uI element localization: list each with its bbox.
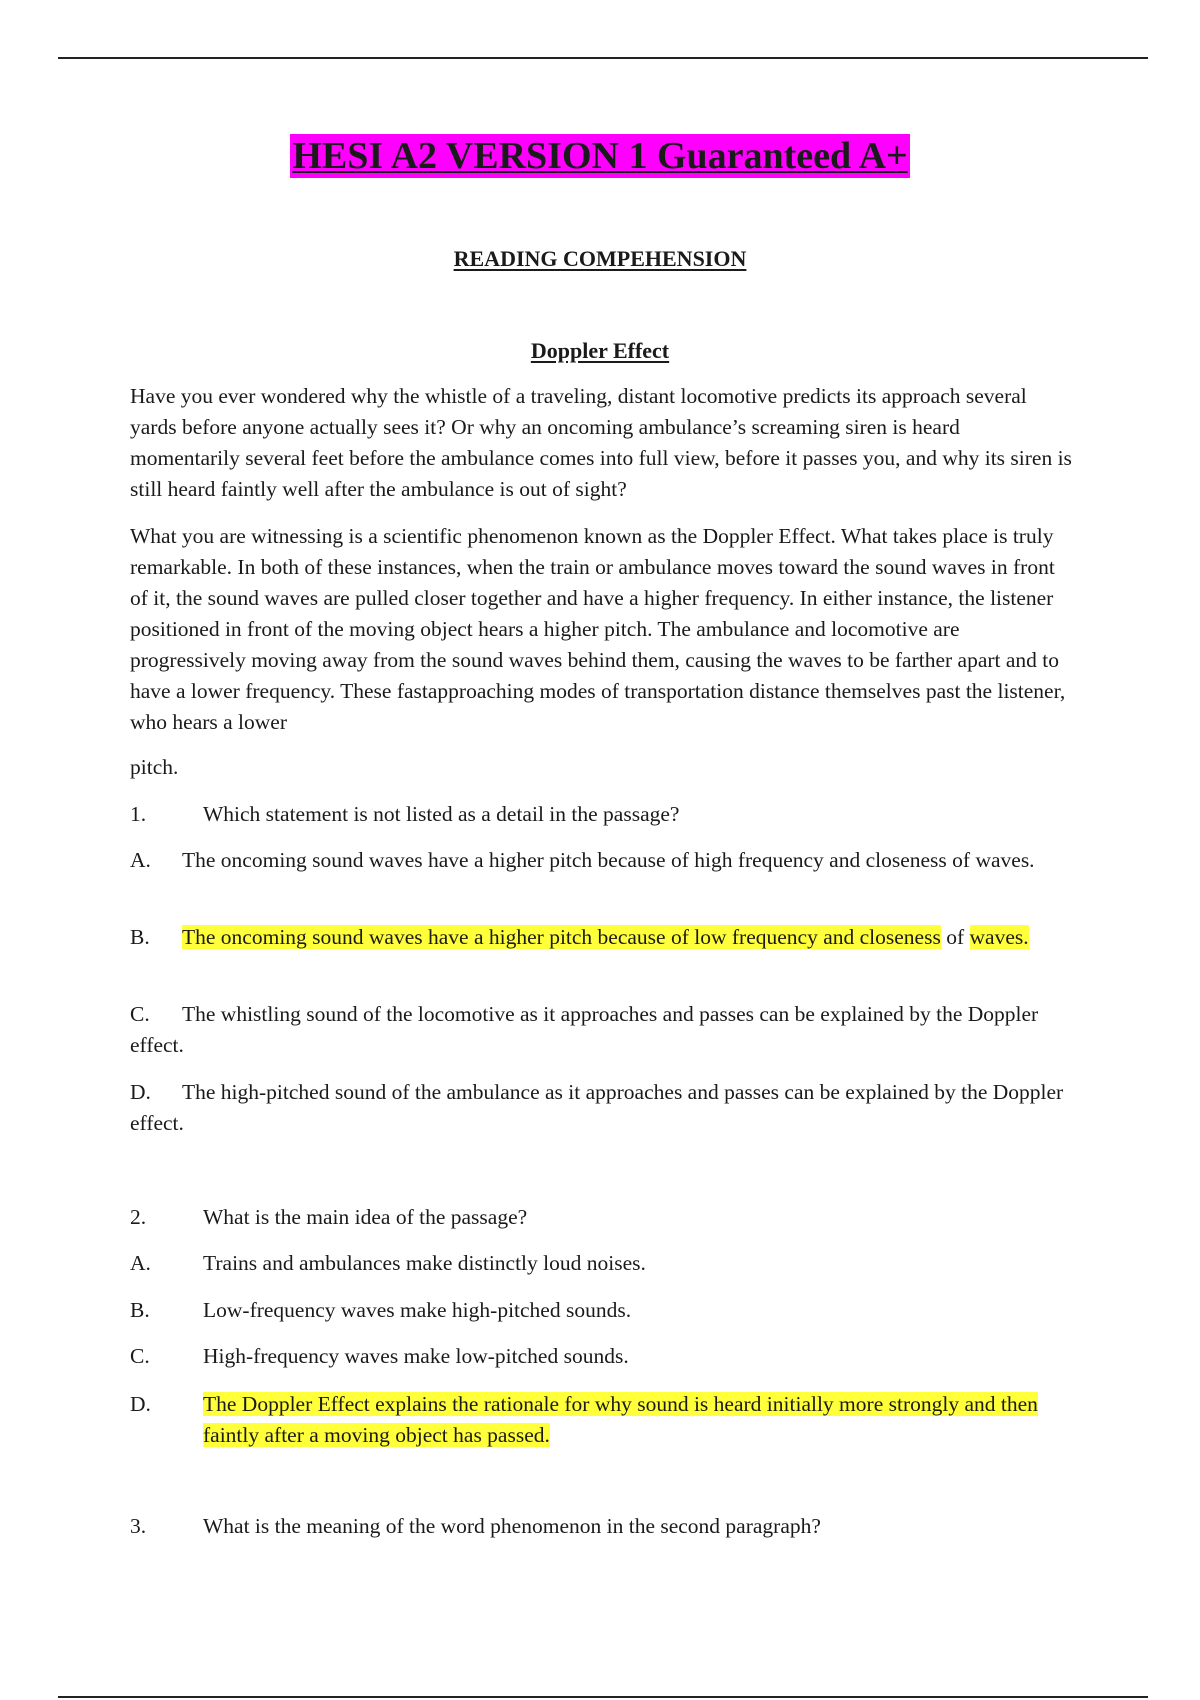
option-letter: B. [130,925,150,949]
bottom-rule [58,1696,1148,1698]
question-1-option-a [130,845,1075,876]
passage-paragraph-2-end [130,752,1075,783]
option-letter: D. [130,1080,151,1104]
document-title: HESI A2 VERSION 1 Guaranteed A+ [292,135,908,177]
option-letter: C. [130,1002,150,1026]
option-text: The high-pitched sound of the ambulance as it approaches and passes can be explained by the Doppler effect. [130,1080,1064,1135]
paragraph-text: pitch. [130,755,179,779]
paragraph-text: What you are witnessing is a scientific phenomenon known as the Doppler Effect. What takes place is truly remarkable. In both of these instances, when the train or ambulance moves toward the sound waves in front of it, the sound waves are pulled closer together and have a higher frequency. In either instance, the listener positioned in front of the moving object hears a higher pitch. The ambulance and locomotive are progressively moving away from the sound waves behind them, causing the waves to be farther apart and to have a lower frequency. These fastapproaching modes of transportation distance themselves past the listener, who hears a lower [130,524,1066,734]
top-rule [58,57,1148,59]
option-text: The whistling sound of the locomotive as it approaches and passes can be explained by the Doppler effect. [130,1002,1039,1057]
question-2-option-b [130,1295,1075,1326]
option-text: Trains and ambulances make distinctly loud noises. [203,1251,646,1275]
section-heading: READING COMPEHENSION [453,246,747,271]
question-2 [130,1202,1075,1233]
option-letter: C. [130,1344,150,1368]
question-2-option-c [130,1341,1075,1372]
highlighted-answer-text-2: waves. [969,925,1029,949]
question-number: 3. [130,1514,147,1538]
option-letter: A. [130,1251,151,1275]
option-text-rest: of [940,925,970,949]
passage-paragraph-2 [130,521,1075,738]
question-2-option-d [130,1389,1075,1451]
highlighted-answer-text: The oncoming sound waves have a higher pitch because of low frequency and closeness [182,925,941,949]
title-container [0,134,1200,178]
option-text: High-frequency waves make low-pitched sounds. [203,1344,629,1368]
passage-title: Doppler Effect [530,338,670,363]
question-text: What is the main idea of the passage? [203,1205,528,1229]
question-1-option-c [130,999,1075,1061]
question-3 [130,1511,1075,1542]
question-text: Which statement is not listed as a detail in the passage? [203,802,680,826]
highlighted-answer-text: The Doppler Effect explains the rationale for why sound is heard initially more strongly and then faintly after a moving object has passed. [203,1392,1038,1447]
option-letter: D. [130,1392,151,1416]
question-number: 1. [130,802,147,826]
question-text: What is the meaning of the word phenomenon in the second paragraph? [203,1514,821,1538]
question-1-option-b [130,922,1075,953]
question-2-option-a [130,1248,1075,1279]
option-letter: A. [130,848,151,872]
option-text: The oncoming sound waves have a higher pitch because of high frequency and closeness of waves. [182,848,1035,872]
question-number: 2. [130,1205,147,1229]
option-text: Low-frequency waves make high-pitched sounds. [203,1298,632,1322]
paragraph-text: Have you ever wondered why the whistle of a traveling, distant locomotive predicts its approach several yards before anyone actually sees it? Or why an oncoming ambulance’s screaming siren is heard momentarily several feet before the ambulance comes into full view, before it passes you, and why its siren is still heard faintly well after the ambulance is out of sight? [130,384,1072,501]
option-text-container [203,1389,1075,1451]
question-1-option-d [130,1077,1075,1139]
question-1 [130,799,1075,830]
option-letter: B. [130,1298,150,1322]
passage-paragraph-1 [130,381,1075,505]
